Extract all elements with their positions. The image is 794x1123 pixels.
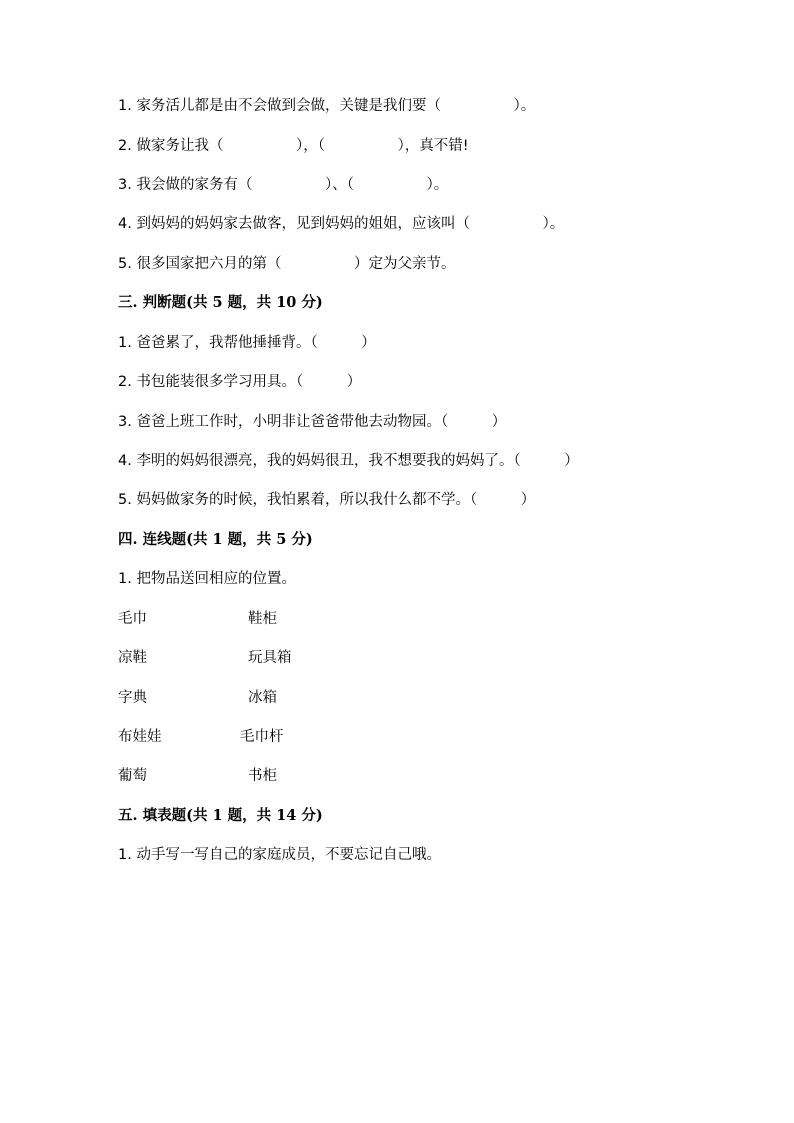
judge-item-5: 5. 妈妈做家务的时候，我怕累着，所以我什么都不学。（ ） <box>118 492 536 508</box>
judge-section-heading: 三. 判断题(共 5 题，共 10 分) <box>118 294 323 311</box>
fill-blank-item-4: 4. 到妈妈的妈妈家去做客，见到妈妈的姐姐，应该叫（ ）。 <box>118 216 565 232</box>
fill-blank-item-2: 2. 做家务让我（ ），（ ），真不错! <box>118 138 469 154</box>
matching-right-item-4: 毛巾杆 <box>240 729 284 745</box>
matching-left-item-3: 字典 <box>118 690 147 706</box>
judge-item-1: 1. 爸爸累了，我帮他捶捶背。（ ） <box>118 335 376 351</box>
judge-item-3: 3. 爸爸上班工作时，小明非让爸爸带他去动物园。（ ） <box>118 414 507 430</box>
table-fill-section-heading: 五. 填表题(共 1 题，共 14 分) <box>118 807 323 824</box>
matching-right-item-5: 书柜 <box>248 768 277 784</box>
matching-left-item-5: 葡萄 <box>118 768 147 784</box>
matching-right-item-3: 冰箱 <box>248 690 277 706</box>
matching-question: 1. 把物品送回相应的位置。 <box>118 571 296 587</box>
matching-section-heading: 四. 连线题(共 1 题，共 5 分) <box>118 531 313 548</box>
fill-blank-item-5: 5. 很多国家把六月的第（ ）定为父亲节。 <box>118 256 456 272</box>
matching-left-item-1: 毛巾 <box>118 611 147 627</box>
fill-blank-item-3: 3. 我会做的家务有（ ）、（ ）。 <box>118 177 449 193</box>
table-fill-question: 1. 动手写一写自己的家庭成员，不要忘记自己哦。 <box>118 847 441 863</box>
judge-item-4: 4. 李明的妈妈很漂亮，我的妈妈很丑，我不想要我的妈妈了。（ ） <box>118 453 579 469</box>
matching-left-item-2: 凉鞋 <box>118 650 147 666</box>
matching-left-item-4: 布娃娃 <box>118 729 162 745</box>
matching-right-item-2: 玩具箱 <box>248 650 292 666</box>
fill-blank-item-1: 1. 家务活儿都是由不会做到会做，关键是我们要（ ）。 <box>118 98 536 114</box>
matching-right-item-1: 鞋柜 <box>248 611 277 627</box>
judge-item-2: 2. 书包能装很多学习用具。（ ） <box>118 374 362 390</box>
